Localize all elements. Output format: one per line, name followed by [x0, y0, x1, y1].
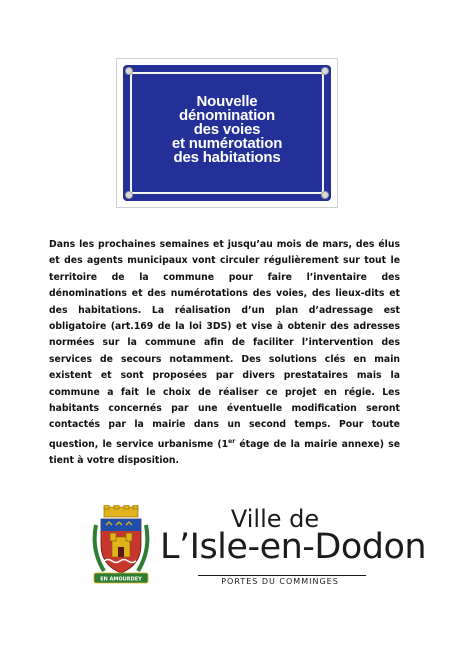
- article-text: Dans les prochaines semaines et jusqu’au mois de mars, des élus et des agents municipaux vont circuler régulièrement sur tout le territoire de la commune pour faire l’inventaire des dénominations et des numérotations des voies, des lieux-dits et des habitations. La réalisation d’un plan d’adressage est obligatoire (art.169 de la loi 3DS) et vise à obtenir des adresses normées sur la commune afin de faciliter l’intervention des services de secours notamment. Des solutions clés en main existent et sont proposées par divers prestataires mais la commune a fait le choix de réaliser ce projet en régie. Les habitants concernés par une éventuelle modification seront contactés par la mairie dans un second temps. Pour toute question, le service urbanisme (1: [49, 239, 400, 450]
- street-sign-banner: [116, 58, 338, 208]
- crest-banner-text: EN AMOURDEY: [100, 576, 142, 583]
- coat-of-arms-icon: [90, 505, 152, 585]
- logo-divider: [198, 575, 366, 576]
- screw-icon: [125, 191, 133, 199]
- sign-line: dénomination: [179, 107, 275, 124]
- logo-town-name: L’Isle-en-Dodon: [160, 527, 427, 567]
- sign-line: des habitations: [173, 149, 281, 166]
- logo-town-prefix: Ville de: [230, 505, 320, 533]
- sign-title: [123, 95, 331, 165]
- screw-icon: [321, 191, 329, 199]
- sign-plate: [123, 65, 331, 201]
- sign-line: Nouvelle: [196, 93, 258, 110]
- article-superscript: er: [228, 437, 236, 445]
- sign-line: et numérotation: [171, 135, 283, 152]
- logo-tagline: PORTES DU COMMINGES: [221, 577, 339, 586]
- town-logo: [90, 505, 427, 595]
- screw-icon: [125, 67, 133, 75]
- article-paragraph: [49, 237, 400, 470]
- sign-line: des voies: [193, 121, 261, 138]
- article-text-end: étage de la mairie annexe) se tient à votre disposition.: [49, 438, 400, 467]
- screw-icon: [321, 67, 329, 75]
